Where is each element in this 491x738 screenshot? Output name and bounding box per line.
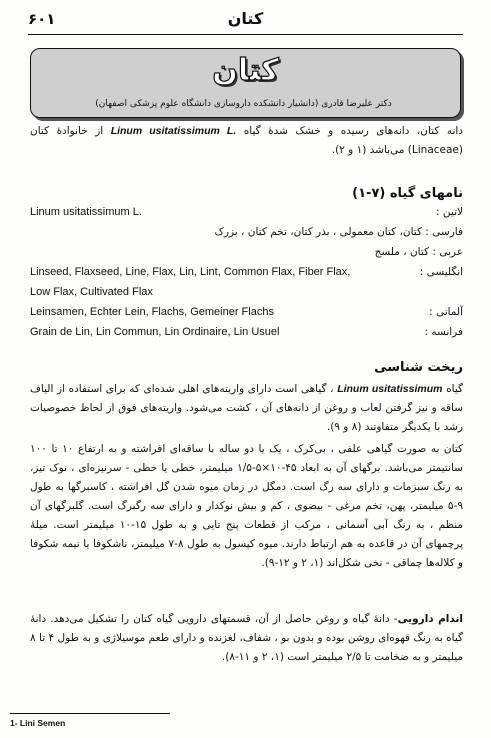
intro-latin-name: Linum usitatissimum L. bbox=[110, 125, 237, 137]
german-row bbox=[30, 306, 463, 324]
morphology-paragraph-2: کتان به صورت گیاهی علفی ، بی‌کرک ، یک یا دو ساله با ساقه‌ای افراشته و به ارتفاع ۱۰ تا ۱۰۰ سانتیمتر می‌باشد. برگهای آن به ابعاد ۴۵-۱۰×۵-۱/۵ میلیمتر، خطی یا خطی - سرنیزه‌ای ، نوک تیز، به رنگ سبزمات و دارای سه رگ است. دمگل در زمان میوه شدن گل افراشته ، کاسبرگها به طول ۹-۵ میلیمتر، پهن، تخم مرغی - بیضوی ، کم و بیش نوکدار و دارای سه رگبرگ است. گلبرگهای آن منظم ، به رنگ آبی آسمانی ، مرکب از قطعات پنج تایی و به طول ۱۵-۱۰ میلیمتر است. میلهٔ پرچمهای آن در قاعده به هم ارتباط دارند. میوه کپسول به طول ۸-۷ میلیمتر، ناشکوفا یا نیمه شکوفا و کلاله‌ها چماقی - نخی شکل‌اند (۱، ۲ و ۱۲-۹). bbox=[30, 443, 464, 569]
english-names-1: Linseed, Flaxseed, Line, Flax, Lin, Lint, Common Flax, Fiber Flax, bbox=[30, 266, 351, 278]
running-title: کتان bbox=[227, 9, 264, 28]
intro-text-1: دانه کتان، دانه‌های رسیده و خشک شدهٔ گیاه bbox=[243, 125, 463, 137]
german-names: Leinsamen, Echter Lein, Flachs, Gemeiner Flachs bbox=[30, 306, 274, 318]
morph-p1-a: گیاه bbox=[446, 383, 464, 395]
author-line: دکتر علیرضا قادری (دانشیار دانشکده داروسازی دانشگاه علوم پزشکی اصفهان) bbox=[95, 99, 392, 109]
morph-p1-latin: Linum usitatissimum bbox=[337, 383, 443, 395]
latin-label: لاتین : bbox=[436, 206, 463, 218]
persian-row bbox=[30, 226, 463, 244]
medicinal-part-label: اندام دارویی bbox=[397, 613, 464, 625]
title-box bbox=[30, 48, 461, 118]
morphology-paragraph-3 bbox=[30, 610, 463, 667]
footnote-rule bbox=[10, 713, 170, 714]
page-header bbox=[28, 8, 463, 35]
french-row bbox=[30, 326, 463, 344]
english-row-2 bbox=[30, 286, 463, 304]
french-names: Grain de Lin, Lin Commun, Lin Ordinaire, Lin Usuel bbox=[30, 326, 280, 338]
footnote: 1- Lini Semen bbox=[10, 718, 66, 728]
morphology-heading: ریخت شناسی bbox=[374, 360, 463, 375]
arabic-names: عربی : کتان ، ملسج bbox=[374, 246, 463, 258]
medicinal-part-text: - دانهٔ گیاه و روغن حاصل از آن، قسمتهای دارویی گیاه کتان را تشکیل می‌دهد. دانهٔ گیاه به رنگ قهوه‌ای روشن بوده و بدون بو ، شفاف، لغزنده و دارای طعم موسیلاژی و به طول ۴ تا ۸ میلیمتر و به ضخامت تا ۲/۵ میلیمتر است (۱، ۲ و ۱۱-۸). bbox=[30, 613, 464, 663]
english-names-2: Low Flax, Cultivated Flax bbox=[30, 286, 153, 298]
names-heading: نامهای گیاه (۷-۱) bbox=[352, 186, 463, 201]
german-label: آلمانی : bbox=[429, 306, 463, 318]
latin-row bbox=[30, 206, 463, 224]
arabic-row bbox=[30, 246, 463, 264]
morphology-paragraph-1 bbox=[30, 380, 463, 437]
page-number: ۶۰۱ bbox=[28, 10, 56, 28]
morph-p1-b: ، گیاهی است دارای واریته‌های اهلی شده‌ای که برای استفاده از الیاف ساقه و نیز گرفتن لعاب و روغن از دانه‌های آن ، کشت می‌شود. واریته‌های فوق از لحاظ خصوصیات رشد با یکدیگر متفاوتند (۸ و ۹). bbox=[30, 383, 463, 433]
french-label: فرانسه : bbox=[424, 326, 463, 338]
article-title: کتان bbox=[212, 53, 279, 88]
persian-names: فارسی : کتان، کتان معمولی ، بذر کتان، تخم کتان ، بزرک bbox=[214, 226, 463, 238]
intro-text-2: از خانوادهٔ کتان (Linaceae) می‌باشد (۱ و ۲). bbox=[30, 125, 463, 156]
intro-paragraph bbox=[30, 122, 463, 160]
latin-value: Linum usitatissimum L. bbox=[30, 206, 142, 218]
english-label: انگلیسی : bbox=[419, 266, 463, 278]
english-row bbox=[30, 266, 463, 284]
